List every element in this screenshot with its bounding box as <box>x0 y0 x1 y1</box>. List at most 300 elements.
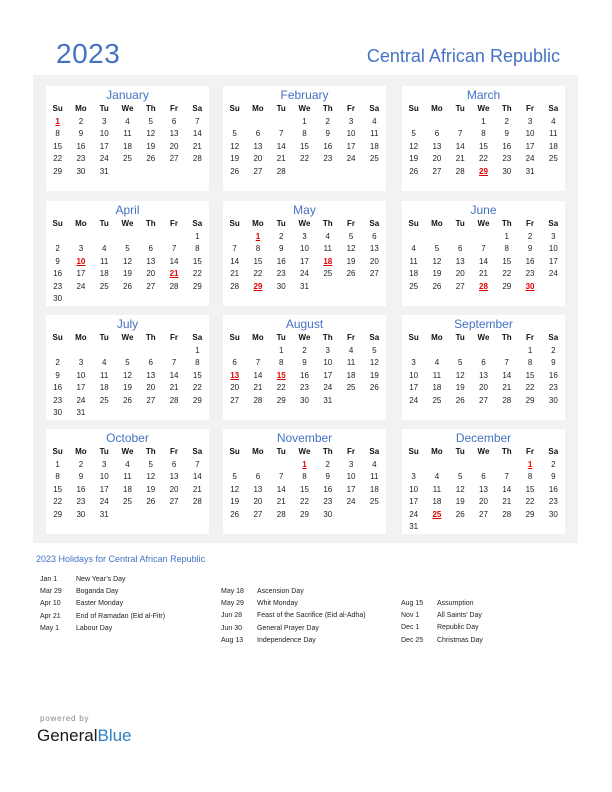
day-cell[interactable]: 12 <box>230 141 240 151</box>
day-cell[interactable]: 8 <box>195 244 200 253</box>
day-cell[interactable]: 3 <box>348 116 354 126</box>
day-cell[interactable]: 14 <box>502 484 512 494</box>
day-cell[interactable]: 1 <box>278 345 284 355</box>
day-cell[interactable]: 31 <box>525 166 535 176</box>
day-cell[interactable]: 23 <box>548 497 558 506</box>
day-cell[interactable]: 29 <box>525 395 535 405</box>
day-cell[interactable]: 5 <box>411 129 416 138</box>
day-cell[interactable]: 27 <box>479 509 488 519</box>
day-cell[interactable]: 7 <box>457 129 463 138</box>
day-cell[interactable]: 22 <box>253 269 263 278</box>
day-cell[interactable]: 20 <box>253 497 263 506</box>
day-cell[interactable]: 30 <box>53 408 63 417</box>
day-cell[interactable]: 9 <box>325 472 330 481</box>
day-cell[interactable]: 6 <box>148 358 153 367</box>
day-cell[interactable]: 8 <box>504 244 509 253</box>
day-cell[interactable]: 20 <box>146 383 156 392</box>
day-cell[interactable]: 26 <box>455 395 465 405</box>
day-cell[interactable]: 31 <box>323 395 333 405</box>
day-cell[interactable]: 29 <box>502 281 512 291</box>
day-cell[interactable]: 26 <box>230 509 240 519</box>
day-cell[interactable]: 12 <box>123 256 132 266</box>
day-cell[interactable]: 2 <box>278 231 284 241</box>
day-cell[interactable]: 8 <box>302 129 307 138</box>
day-cell[interactable]: 10 <box>409 484 419 494</box>
day-cell[interactable]: 30 <box>76 509 86 519</box>
day-cell[interactable]: 27 <box>369 269 379 278</box>
day-cell[interactable]: 14 <box>455 141 465 151</box>
day-cell[interactable]: 14 <box>276 484 286 494</box>
day-cell[interactable]: 9 <box>504 129 509 138</box>
day-cell[interactable]: 21 <box>502 497 512 506</box>
day-cell[interactable]: 14 <box>502 370 512 380</box>
day-cell[interactable]: 22 <box>300 497 309 506</box>
day-cell[interactable]: 6 <box>481 358 486 367</box>
generalblue-logo[interactable] <box>37 726 132 746</box>
day-cell[interactable]: 11 <box>432 484 442 494</box>
day-cell[interactable]: 16 <box>76 141 86 151</box>
holiday-day-cell[interactable]: 21 <box>169 269 179 278</box>
day-cell[interactable]: 12 <box>346 244 356 253</box>
holiday-day-cell[interactable]: 29 <box>253 281 263 291</box>
day-cell[interactable]: 21 <box>253 383 263 392</box>
day-cell[interactable]: 25 <box>99 281 109 291</box>
day-cell[interactable]: 1 <box>195 345 200 355</box>
day-cell[interactable]: 4 <box>348 345 354 355</box>
day-cell[interactable]: 11 <box>346 358 356 367</box>
day-cell[interactable]: 14 <box>276 141 286 151</box>
day-cell[interactable]: 30 <box>276 281 286 291</box>
day-cell[interactable]: 29 <box>192 281 202 291</box>
day-cell[interactable]: 21 <box>192 141 202 151</box>
day-cell[interactable]: 18 <box>409 269 419 278</box>
day-cell[interactable]: 18 <box>123 484 132 494</box>
day-cell[interactable]: 1 <box>302 116 307 126</box>
day-cell[interactable]: 3 <box>78 358 84 367</box>
day-cell[interactable]: 25 <box>432 395 442 405</box>
day-cell[interactable]: 24 <box>409 395 419 405</box>
day-cell[interactable]: 20 <box>432 154 442 163</box>
day-cell[interactable]: 4 <box>411 244 416 253</box>
day-cell[interactable]: 13 <box>432 141 442 151</box>
day-cell[interactable]: 1 <box>481 116 486 126</box>
day-cell[interactable]: 24 <box>346 154 356 163</box>
day-cell[interactable]: 10 <box>99 129 109 138</box>
day-cell[interactable]: 7 <box>232 244 237 253</box>
day-cell[interactable]: 10 <box>76 370 86 380</box>
day-cell[interactable]: 3 <box>325 345 330 355</box>
day-cell[interactable]: 24 <box>346 497 356 506</box>
day-cell[interactable]: 17 <box>76 269 86 278</box>
day-cell[interactable]: 20 <box>230 383 240 392</box>
day-cell[interactable]: 19 <box>146 141 156 151</box>
day-cell[interactable]: 30 <box>323 509 333 519</box>
day-cell[interactable]: 20 <box>479 497 488 506</box>
day-cell[interactable]: 28 <box>192 497 202 506</box>
day-cell[interactable]: 28 <box>192 154 202 163</box>
day-cell[interactable]: 21 <box>169 383 179 392</box>
day-cell[interactable]: 20 <box>479 383 488 392</box>
day-cell[interactable]: 25 <box>369 497 379 506</box>
day-cell[interactable]: 4 <box>125 116 130 126</box>
day-cell[interactable]: 19 <box>346 256 356 266</box>
day-cell[interactable]: 21 <box>479 269 488 278</box>
day-cell[interactable]: 19 <box>230 497 240 506</box>
day-cell[interactable]: 28 <box>253 395 263 405</box>
day-cell[interactable]: 23 <box>548 383 558 392</box>
day-cell[interactable]: 11 <box>100 370 109 380</box>
day-cell[interactable]: 11 <box>409 256 418 266</box>
day-cell[interactable]: 6 <box>232 358 237 367</box>
day-cell[interactable]: 17 <box>346 141 356 151</box>
day-cell[interactable]: 5 <box>148 116 153 126</box>
day-cell[interactable]: 25 <box>369 154 379 163</box>
day-cell[interactable]: 27 <box>146 395 156 405</box>
day-cell[interactable]: 18 <box>432 383 442 392</box>
day-cell[interactable]: 16 <box>525 256 535 266</box>
day-cell[interactable]: 6 <box>148 244 153 253</box>
day-cell[interactable]: 26 <box>455 509 465 519</box>
day-cell[interactable]: 7 <box>278 472 284 481</box>
day-cell[interactable]: 16 <box>323 484 333 494</box>
day-cell[interactable]: 18 <box>369 484 379 494</box>
day-cell[interactable]: 15 <box>192 370 202 380</box>
day-cell[interactable]: 23 <box>525 269 535 278</box>
day-cell[interactable]: 5 <box>348 231 354 241</box>
day-cell[interactable]: 15 <box>300 141 309 151</box>
day-cell[interactable]: 20 <box>455 269 465 278</box>
day-cell[interactable]: 6 <box>171 116 177 126</box>
day-cell[interactable]: 18 <box>346 370 356 380</box>
day-cell[interactable]: 16 <box>300 370 309 380</box>
holiday-day-cell[interactable]: 1 <box>302 459 307 469</box>
day-cell[interactable]: 13 <box>455 256 465 266</box>
day-cell[interactable]: 28 <box>455 166 465 176</box>
day-cell[interactable]: 15 <box>479 141 488 151</box>
day-cell[interactable]: 13 <box>479 484 488 494</box>
day-cell[interactable]: 20 <box>169 484 179 494</box>
day-cell[interactable]: 26 <box>346 269 356 278</box>
day-cell[interactable]: 17 <box>76 383 86 392</box>
day-cell[interactable]: 12 <box>230 484 240 494</box>
day-cell[interactable]: 18 <box>369 141 379 151</box>
day-cell[interactable]: 15 <box>300 484 309 494</box>
day-cell[interactable]: 11 <box>123 129 132 138</box>
day-cell[interactable]: 27 <box>253 166 263 176</box>
day-cell[interactable]: 14 <box>192 129 202 138</box>
day-cell[interactable]: 6 <box>171 459 177 469</box>
day-cell[interactable]: 4 <box>434 472 440 481</box>
day-cell[interactable]: 12 <box>146 472 156 481</box>
day-cell[interactable]: 1 <box>55 459 60 469</box>
day-cell[interactable]: 7 <box>255 358 261 367</box>
day-cell[interactable]: 22 <box>479 154 488 163</box>
day-cell[interactable]: 4 <box>101 244 107 253</box>
day-cell[interactable]: 16 <box>548 484 558 494</box>
day-cell[interactable]: 17 <box>548 256 558 266</box>
day-cell[interactable]: 18 <box>548 141 558 151</box>
day-cell[interactable]: 2 <box>78 116 84 126</box>
day-cell[interactable]: 26 <box>230 166 240 176</box>
day-cell[interactable]: 24 <box>76 395 86 405</box>
day-cell[interactable]: 9 <box>278 244 284 253</box>
day-cell[interactable]: 13 <box>169 129 179 138</box>
day-cell[interactable]: 26 <box>146 497 156 506</box>
day-cell[interactable]: 7 <box>278 129 284 138</box>
day-cell[interactable]: 26 <box>123 281 132 291</box>
day-cell[interactable]: 10 <box>525 129 535 138</box>
holiday-day-cell[interactable]: 1 <box>255 231 261 241</box>
day-cell[interactable]: 15 <box>525 484 535 494</box>
day-cell[interactable]: 25 <box>409 281 419 291</box>
day-cell[interactable]: 31 <box>99 166 109 176</box>
day-cell[interactable]: 9 <box>527 244 533 253</box>
day-cell[interactable]: 8 <box>527 358 533 367</box>
day-cell[interactable]: 4 <box>325 231 330 241</box>
day-cell[interactable]: 23 <box>276 269 286 278</box>
day-cell[interactable]: 11 <box>370 129 379 138</box>
day-cell[interactable]: 19 <box>230 154 240 163</box>
day-cell[interactable]: 30 <box>548 509 558 519</box>
day-cell[interactable]: 26 <box>146 154 156 163</box>
day-cell[interactable]: 28 <box>276 509 286 519</box>
day-cell[interactable]: 17 <box>409 383 419 392</box>
day-cell[interactable]: 14 <box>253 370 263 380</box>
day-cell[interactable]: 27 <box>169 154 179 163</box>
day-cell[interactable]: 4 <box>372 459 377 469</box>
day-cell[interactable]: 22 <box>276 383 286 392</box>
day-cell[interactable]: 27 <box>146 281 156 291</box>
day-cell[interactable]: 17 <box>525 141 535 151</box>
day-cell[interactable]: 9 <box>78 472 84 481</box>
day-cell[interactable]: 29 <box>53 166 63 176</box>
day-cell[interactable]: 9 <box>551 472 556 481</box>
day-cell[interactable]: 19 <box>409 154 419 163</box>
day-cell[interactable]: 18 <box>99 269 109 278</box>
day-cell[interactable]: 29 <box>192 395 202 405</box>
day-cell[interactable]: 2 <box>527 231 533 241</box>
day-cell[interactable]: 3 <box>101 459 107 469</box>
holiday-day-cell[interactable]: 10 <box>76 256 86 266</box>
day-cell[interactable]: 13 <box>369 244 379 253</box>
day-cell[interactable]: 3 <box>348 459 354 469</box>
day-cell[interactable]: 25 <box>346 383 356 392</box>
day-cell[interactable]: 19 <box>455 497 465 506</box>
day-cell[interactable]: 9 <box>78 129 84 138</box>
day-cell[interactable]: 11 <box>123 472 132 481</box>
day-cell[interactable]: 25 <box>548 154 558 163</box>
day-cell[interactable]: 23 <box>76 154 86 163</box>
holiday-day-cell[interactable]: 15 <box>276 370 286 380</box>
day-cell[interactable]: 22 <box>525 383 535 392</box>
day-cell[interactable]: 17 <box>300 256 309 266</box>
day-cell[interactable]: 10 <box>346 472 356 481</box>
day-cell[interactable]: 2 <box>504 116 509 126</box>
day-cell[interactable]: 8 <box>302 472 307 481</box>
day-cell[interactable]: 1 <box>195 231 200 241</box>
day-cell[interactable]: 19 <box>432 269 442 278</box>
day-cell[interactable]: 27 <box>479 395 488 405</box>
day-cell[interactable]: 31 <box>99 509 109 519</box>
day-cell[interactable]: 1 <box>504 231 509 241</box>
day-cell[interactable]: 22 <box>502 269 512 278</box>
day-cell[interactable]: 23 <box>323 154 333 163</box>
day-cell[interactable]: 16 <box>76 484 86 494</box>
day-cell[interactable]: 5 <box>125 358 130 367</box>
day-cell[interactable]: 28 <box>169 395 179 405</box>
day-cell[interactable]: 2 <box>325 116 330 126</box>
day-cell[interactable]: 27 <box>230 395 240 405</box>
day-cell[interactable]: 5 <box>372 345 377 355</box>
day-cell[interactable]: 25 <box>123 154 132 163</box>
day-cell[interactable]: 29 <box>525 509 535 519</box>
day-cell[interactable]: 7 <box>481 244 486 253</box>
day-cell[interactable]: 3 <box>101 116 107 126</box>
day-cell[interactable]: 5 <box>434 244 440 253</box>
day-cell[interactable]: 21 <box>276 497 286 506</box>
day-cell[interactable]: 12 <box>123 370 132 380</box>
day-cell[interactable]: 6 <box>372 231 377 241</box>
day-cell[interactable]: 18 <box>432 497 442 506</box>
day-cell[interactable]: 11 <box>549 129 558 138</box>
day-cell[interactable]: 12 <box>455 484 465 494</box>
day-cell[interactable]: 23 <box>76 497 86 506</box>
holiday-day-cell[interactable]: 30 <box>525 281 535 291</box>
day-cell[interactable]: 16 <box>323 141 333 151</box>
day-cell[interactable]: 9 <box>55 370 60 380</box>
holiday-day-cell[interactable]: 25 <box>432 509 442 519</box>
day-cell[interactable]: 10 <box>323 358 333 367</box>
day-cell[interactable]: 12 <box>409 141 419 151</box>
day-cell[interactable]: 3 <box>551 231 556 241</box>
day-cell[interactable]: 9 <box>55 256 60 266</box>
day-cell[interactable]: 11 <box>100 256 109 266</box>
day-cell[interactable]: 19 <box>369 370 379 380</box>
day-cell[interactable]: 13 <box>253 141 263 151</box>
holiday-day-cell[interactable]: 1 <box>55 116 60 126</box>
day-cell[interactable]: 30 <box>53 294 63 303</box>
day-cell[interactable]: 3 <box>302 231 307 241</box>
day-cell[interactable]: 4 <box>101 358 107 367</box>
day-cell[interactable]: 21 <box>276 154 286 163</box>
day-cell[interactable]: 17 <box>409 497 419 506</box>
day-cell[interactable]: 17 <box>99 484 109 494</box>
day-cell[interactable]: 4 <box>434 358 440 367</box>
day-cell[interactable]: 26 <box>123 395 132 405</box>
day-cell[interactable]: 24 <box>300 269 309 278</box>
day-cell[interactable]: 20 <box>146 269 156 278</box>
day-cell[interactable]: 23 <box>323 497 333 506</box>
day-cell[interactable]: 3 <box>411 358 416 367</box>
day-cell[interactable]: 9 <box>325 129 330 138</box>
day-cell[interactable]: 13 <box>146 370 156 380</box>
day-cell[interactable]: 15 <box>525 370 535 380</box>
day-cell[interactable]: 13 <box>253 484 263 494</box>
day-cell[interactable]: 11 <box>432 370 442 380</box>
day-cell[interactable]: 21 <box>230 269 240 278</box>
day-cell[interactable]: 7 <box>171 358 177 367</box>
holiday-day-cell[interactable]: 28 <box>479 281 488 291</box>
day-cell[interactable]: 7 <box>171 244 177 253</box>
day-cell[interactable]: 6 <box>255 129 261 138</box>
holiday-day-cell[interactable]: 1 <box>527 459 533 469</box>
day-cell[interactable]: 17 <box>99 141 109 151</box>
day-cell[interactable]: 19 <box>123 269 132 278</box>
day-cell[interactable]: 8 <box>55 129 60 138</box>
day-cell[interactable]: 2 <box>55 358 60 367</box>
day-cell[interactable]: 29 <box>53 509 63 519</box>
day-cell[interactable]: 13 <box>479 370 488 380</box>
day-cell[interactable]: 20 <box>369 256 379 266</box>
day-cell[interactable]: 7 <box>195 459 200 469</box>
day-cell[interactable]: 22 <box>192 383 202 392</box>
day-cell[interactable]: 31 <box>300 281 309 291</box>
day-cell[interactable]: 23 <box>300 383 309 392</box>
day-cell[interactable]: 15 <box>502 256 512 266</box>
day-cell[interactable]: 11 <box>323 244 332 253</box>
day-cell[interactable]: 26 <box>369 383 379 392</box>
day-cell[interactable]: 5 <box>232 129 237 138</box>
day-cell[interactable]: 4 <box>372 116 377 126</box>
day-cell[interactable]: 3 <box>527 116 533 126</box>
day-cell[interactable]: 30 <box>502 166 512 176</box>
day-cell[interactable]: 19 <box>455 383 465 392</box>
day-cell[interactable]: 24 <box>525 154 535 163</box>
day-cell[interactable]: 19 <box>123 383 132 392</box>
day-cell[interactable]: 19 <box>146 484 156 494</box>
day-cell[interactable]: 6 <box>255 472 261 481</box>
day-cell[interactable]: 24 <box>323 383 333 392</box>
day-cell[interactable]: 15 <box>192 256 202 266</box>
day-cell[interactable]: 8 <box>481 129 486 138</box>
day-cell[interactable]: 16 <box>53 269 63 278</box>
day-cell[interactable]: 5 <box>457 358 463 367</box>
day-cell[interactable]: 23 <box>53 395 63 405</box>
day-cell[interactable]: 12 <box>146 129 156 138</box>
day-cell[interactable]: 18 <box>123 141 132 151</box>
day-cell[interactable]: 26 <box>432 281 442 291</box>
day-cell[interactable]: 12 <box>369 358 379 367</box>
day-cell[interactable]: 25 <box>99 395 109 405</box>
day-cell[interactable]: 12 <box>455 370 465 380</box>
day-cell[interactable]: 2 <box>302 345 307 355</box>
day-cell[interactable]: 22 <box>300 154 309 163</box>
day-cell[interactable]: 8 <box>255 244 261 253</box>
day-cell[interactable]: 15 <box>253 256 263 266</box>
day-cell[interactable]: 6 <box>457 244 463 253</box>
day-cell[interactable]: 15 <box>53 484 63 494</box>
day-cell[interactable]: 29 <box>300 509 309 519</box>
day-cell[interactable]: 2 <box>551 459 556 469</box>
day-cell[interactable]: 27 <box>455 281 465 291</box>
day-cell[interactable]: 10 <box>99 472 109 481</box>
day-cell[interactable]: 20 <box>253 154 263 163</box>
day-cell[interactable]: 22 <box>53 497 63 506</box>
day-cell[interactable]: 13 <box>146 256 156 266</box>
day-cell[interactable]: 27 <box>432 166 442 176</box>
day-cell[interactable]: 5 <box>148 459 153 469</box>
day-cell[interactable]: 14 <box>169 370 179 380</box>
day-cell[interactable]: 28 <box>230 281 240 291</box>
day-cell[interactable]: 24 <box>548 269 558 278</box>
day-cell[interactable]: 21 <box>502 383 512 392</box>
day-cell[interactable]: 12 <box>432 256 442 266</box>
day-cell[interactable]: 22 <box>53 154 63 163</box>
day-cell[interactable]: 14 <box>230 256 240 266</box>
day-cell[interactable]: 1 <box>527 345 533 355</box>
day-cell[interactable]: 28 <box>169 281 179 291</box>
day-cell[interactable]: 31 <box>76 408 86 417</box>
